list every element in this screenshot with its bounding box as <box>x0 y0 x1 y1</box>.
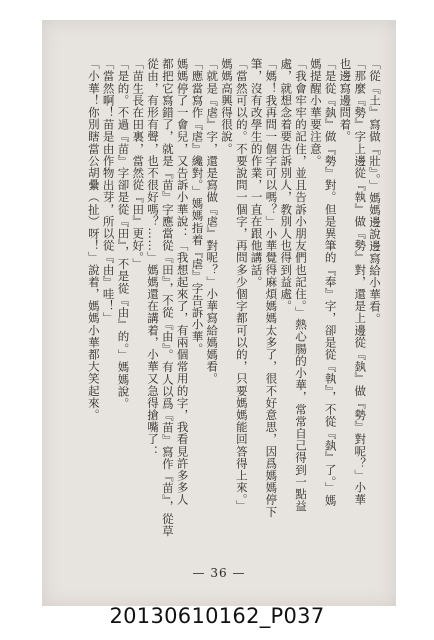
text-column: 「我會牢牢的記住，並且告訴小朋友們也記住。」熱心腸的小華，常常自己得到一點益 <box>294 58 309 513</box>
text-column: 媽媽停了一會兒，又告訴小華說：「我想起來了，有兩個常用的字，我看見許多多人 <box>175 58 190 506</box>
book-page <box>42 20 396 606</box>
text-column: 「是從『埶』做『勢』對。但是異筆的『奉』字，卻是從『執』，不從『埶』了。」媽 <box>323 58 338 507</box>
image-caption: 20130610162_P037 <box>109 604 325 628</box>
text-column: 「應當寫作『虐』纔對。」媽媽指着『虐』字告訴小華。 <box>190 58 205 355</box>
text-column: 媽提醒小華要注意。 <box>308 58 323 167</box>
text-column: 「苗生長在田裏，當然從『田』更好。」 <box>131 58 146 271</box>
text-column: 「媽！我再問一個字可以嗎？」小華覺得麻煩媽媽太多了，很不好意思，因爲媽媽停下 <box>264 58 279 518</box>
text-column: 「是的。不過『苗』字卻是從『田』，不是從『由』的。」媽媽說。 <box>116 58 131 410</box>
text-column: 媽媽高興得很說。 <box>220 58 235 155</box>
text-column: 都把它寫錯了，就是『苗』字應當從『田』，不從『由』。有人以爲『苗』寫作『苗』，從草 <box>160 58 175 537</box>
text-column: 筆，沒有改學生的作業，一直在跟他講話。 <box>249 58 264 288</box>
body-text <box>60 58 382 546</box>
text-column: 「當然可以的。不要說問一個字，再問多少個字都可以的，只要媽媽能回答得上來。」 <box>234 58 249 513</box>
text-column: 從由，有形有聲，也不很好嗎？……」媽媽還在講着，小華又急得搶嘴了： <box>146 58 161 458</box>
text-column: 處，就想念着要告訴別人，教別人也得到益處。 <box>279 58 294 313</box>
text-column: 「當然啊！苗是由作物出芽，所以從『由』哇！」 <box>101 58 116 325</box>
text-column: 「那麼『勢』字上邊從『執』做『勢』對，還是上邊從『埶』做『勢』對呢？」小華 <box>353 58 368 506</box>
text-column: 「就是『虐』字，還是寫做『虐』對呢？」小華寫給媽媽看。 <box>205 58 220 385</box>
text-column: 也邊寫邊問着。 <box>338 58 353 143</box>
page-number: — 36 — <box>192 566 246 580</box>
text-column: 「小華！你別瞎當公胡纍（扯）呀！」說着，媽媽小華都大笑起來。 <box>86 58 101 421</box>
text-column: 「從『土』寫做『壯』。」媽媽邊說邊寫給小華看。 <box>368 58 382 325</box>
